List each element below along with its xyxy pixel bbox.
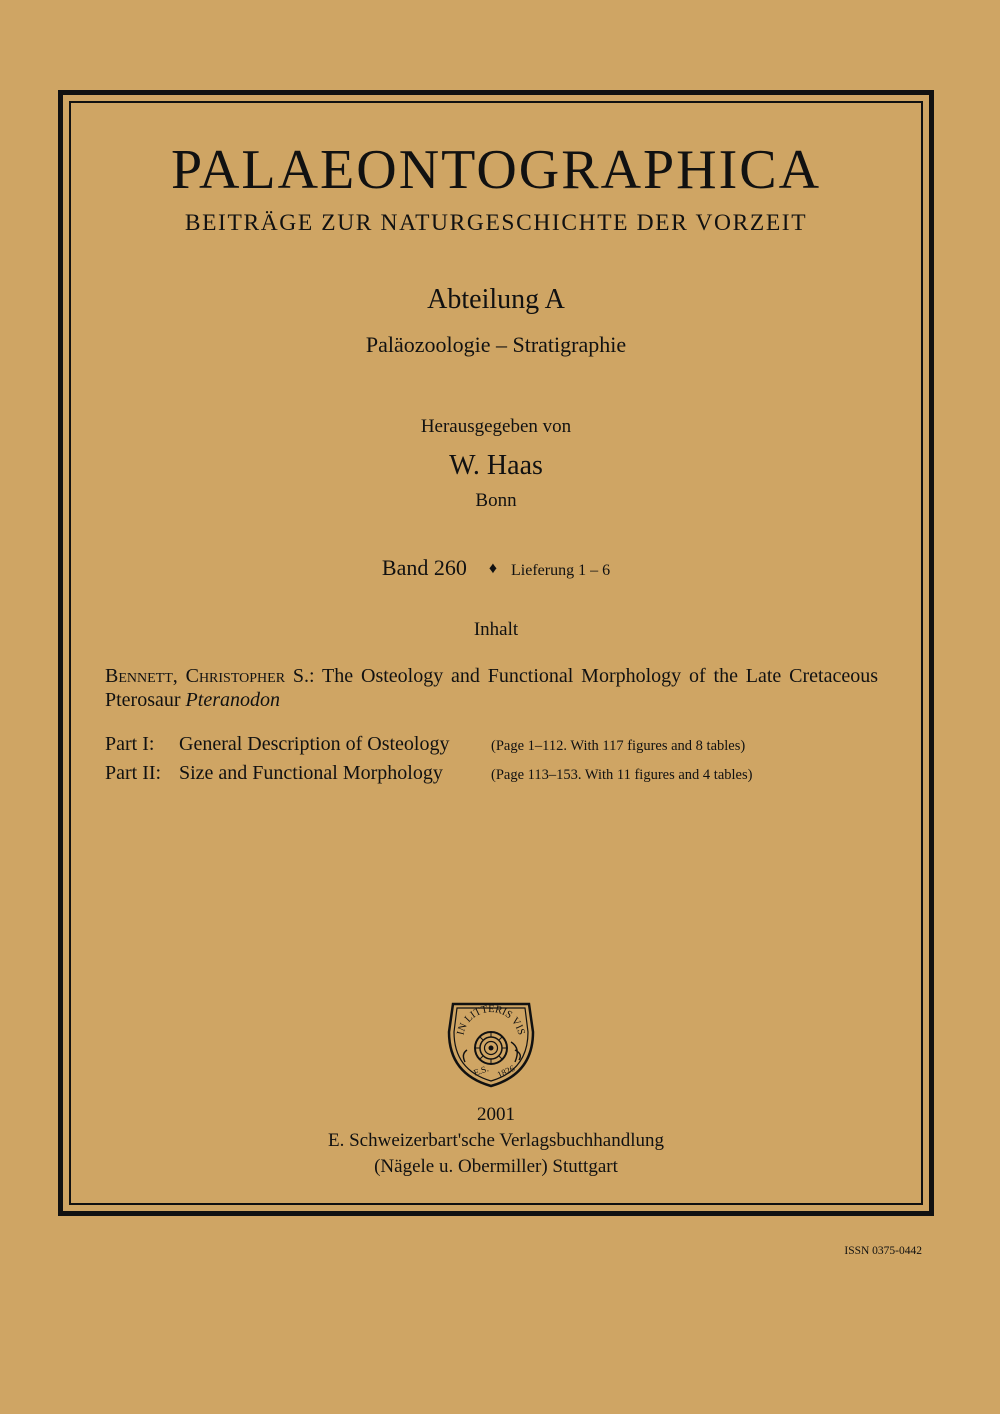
publication-year: 2001: [477, 1104, 515, 1125]
seal-motto: IN LITTERIS VIS: [455, 1003, 527, 1037]
section-name: Abteilung A: [427, 284, 565, 315]
section-fields: Paläozoologie – Stratigraphie: [365, 332, 627, 357]
part-label: Part II:: [105, 762, 162, 784]
editor-name: W. Haas: [449, 450, 543, 481]
issue-line: [69, 555, 923, 581]
article-title-genus: Pteranodon: [185, 689, 280, 711]
seal-year: 1826: [495, 1063, 517, 1080]
journal-subtitle: BEITRÄGE ZUR NATURGESCHICHTE DER VORZEIT: [184, 210, 808, 236]
diamond-icon: ♦: [488, 560, 498, 577]
editor-city: Bonn: [475, 490, 517, 511]
part-title: Size and Functional Morphology: [179, 762, 443, 784]
part-title: General Description of Osteology: [179, 733, 450, 755]
seal-initials: E.S.: [472, 1063, 490, 1078]
publisher-seal-icon: [441, 994, 541, 1090]
part-note: (Page 1–112. With 117 figures and 8 tables): [491, 738, 746, 754]
editor-label: Herausgegeben von: [420, 416, 572, 437]
part-note: (Page 113–153. With 11 figures and 4 tables): [491, 767, 753, 783]
part-2: [105, 762, 878, 785]
part-label: Part I:: [105, 733, 155, 755]
publisher-location: (Nägele u. Obermiller) Stuttgart: [374, 1156, 618, 1177]
band-number: Band 260: [381, 555, 467, 580]
lieferung: Lieferung 1 – 6: [511, 562, 611, 579]
contents-heading: Inhalt: [473, 619, 519, 640]
journal-title: PALAEONTOGRAPHICA: [170, 139, 822, 201]
part-1: [105, 733, 878, 756]
article-author: Bennett, Christopher S.:: [105, 665, 315, 687]
article-entry: [105, 664, 878, 712]
article-title: The Osteology and Functional Morphology of the Late Cretaceous Pterosaur: [105, 665, 879, 711]
issn-number: ISSN 0375-0442: [844, 1245, 922, 1257]
publisher-name: E. Schweizerbart'sche Verlagsbuchhandlung: [328, 1130, 664, 1151]
